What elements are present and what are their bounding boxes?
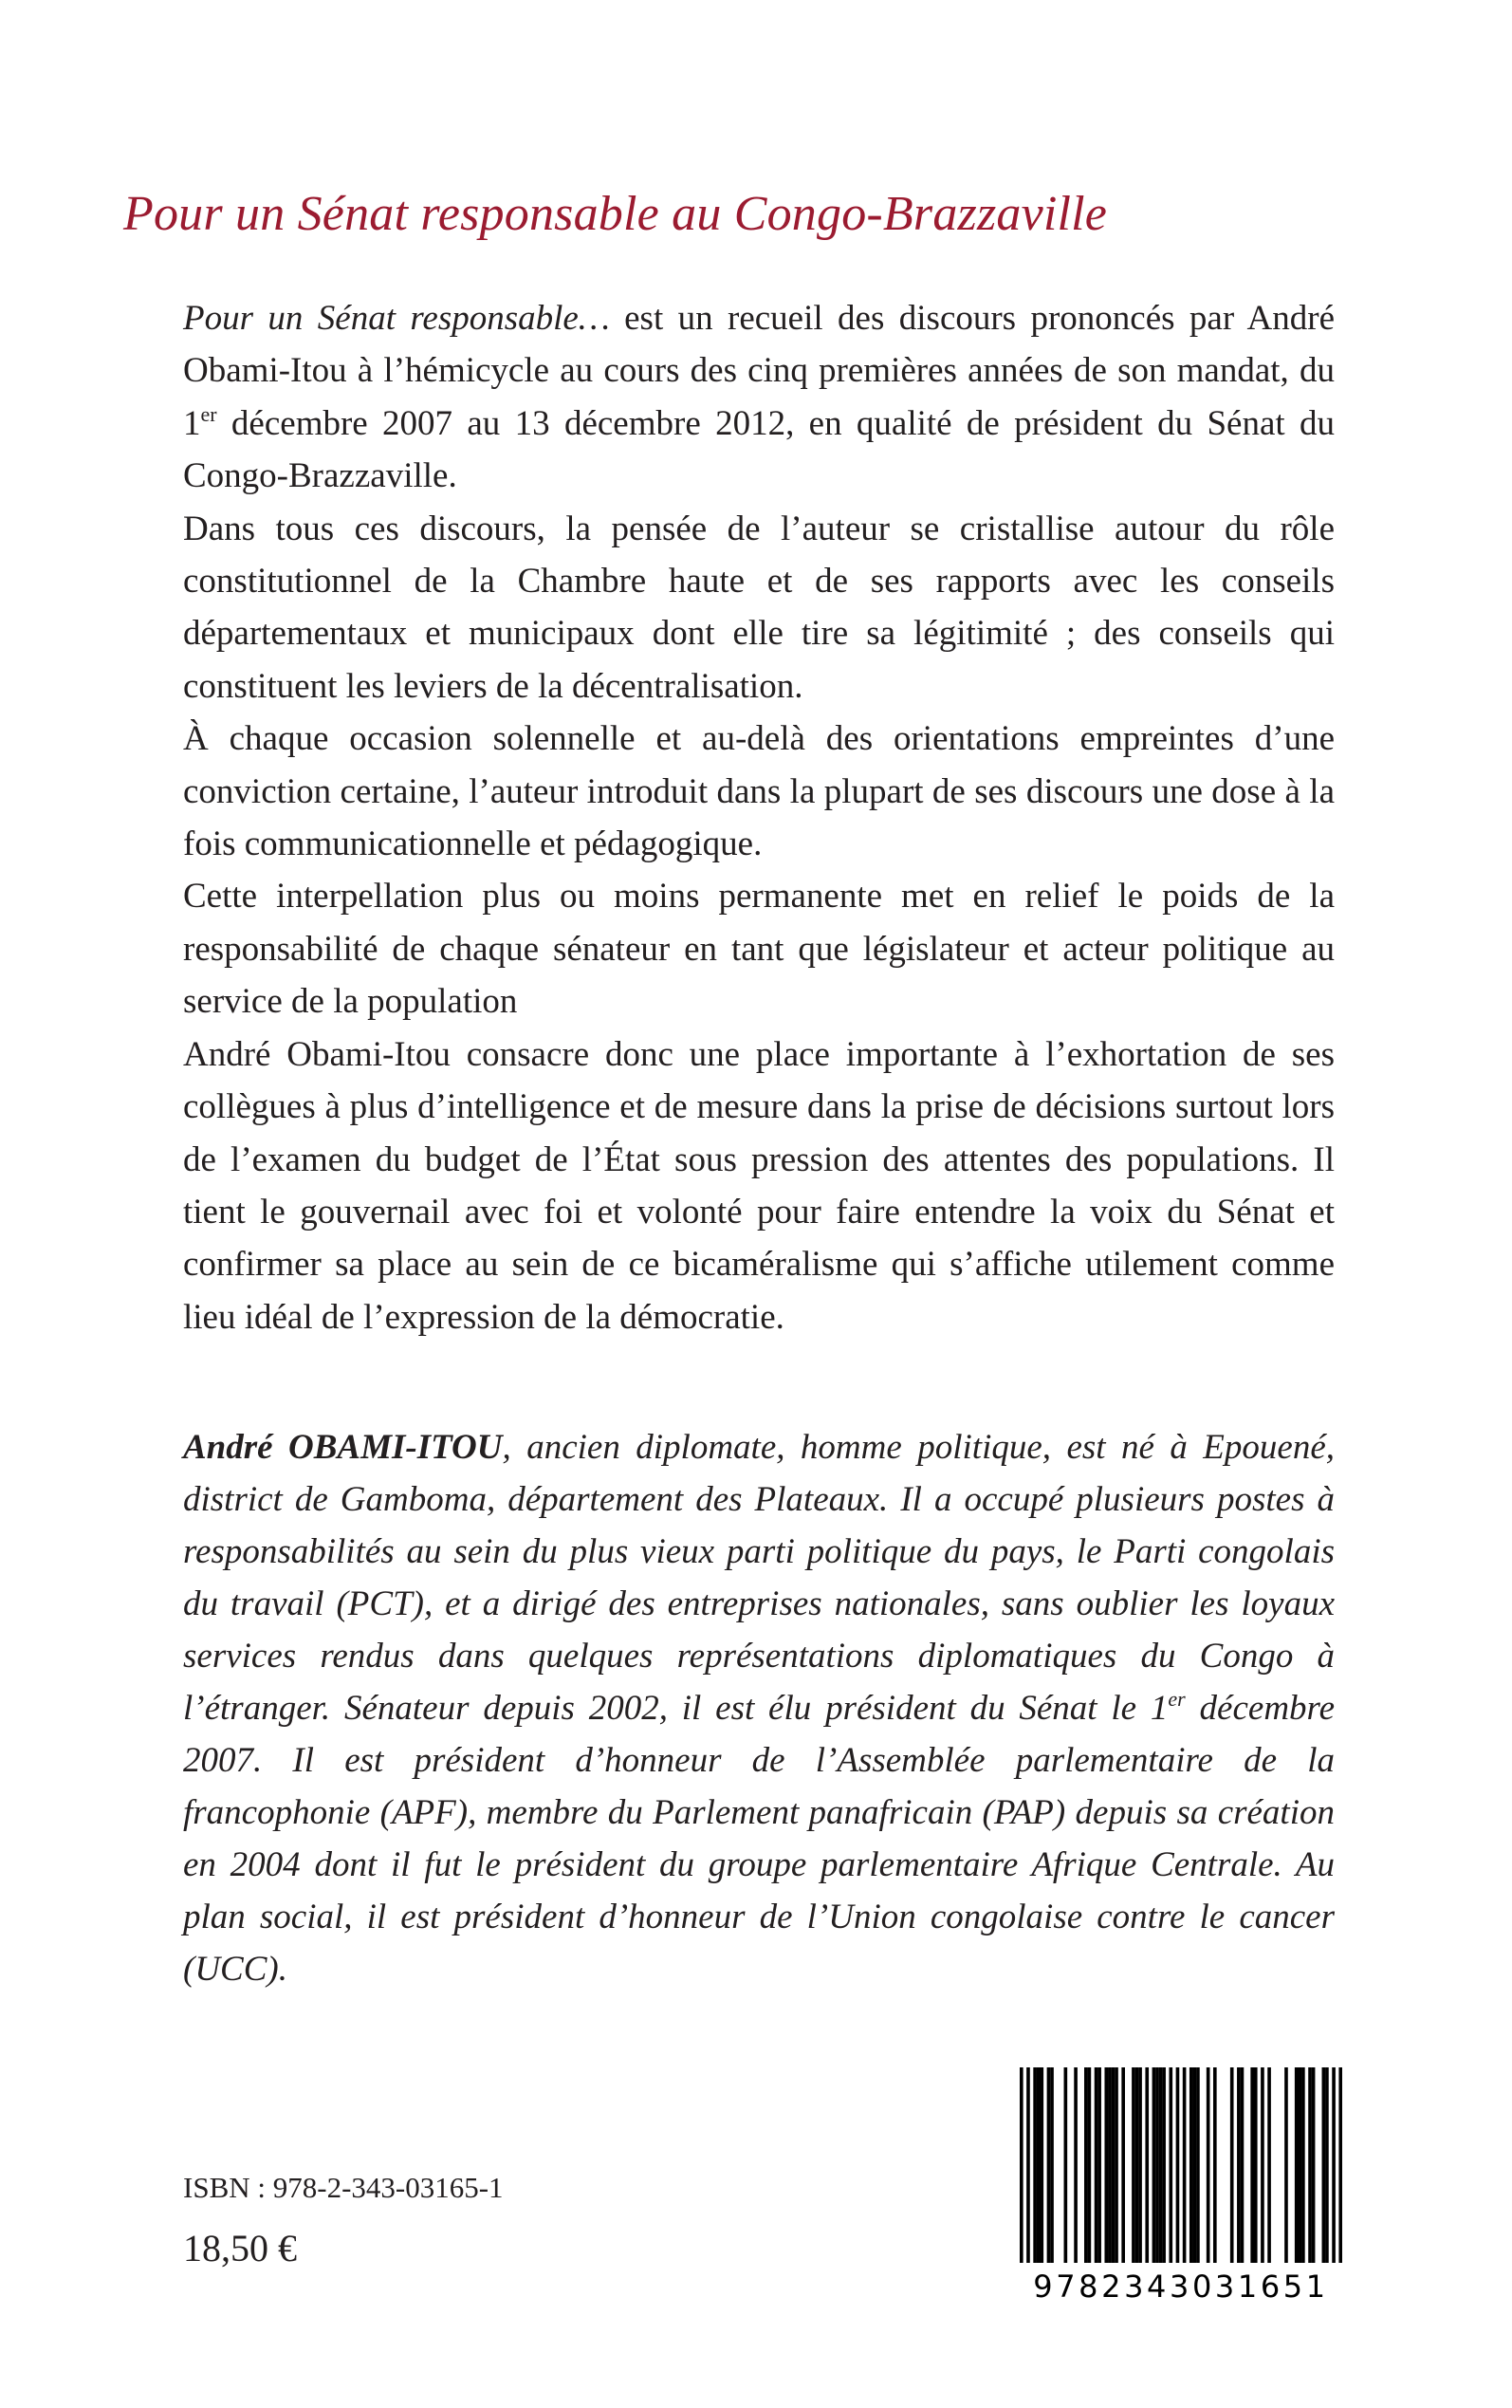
barcode-bar <box>1064 2067 1068 2263</box>
barcode-bar <box>1159 2067 1163 2263</box>
summary-paragraph-4: Cette interpellation plus ou moins permanente met en relief le poids de la responsabilité de chaque sénateur en tant que législateur et acteur politique au service de la population <box>183 877 1335 1022</box>
barcode-bar <box>1176 2067 1180 2263</box>
barcode-bar <box>1121 2067 1125 2263</box>
barcode-bar <box>1284 2067 1288 2263</box>
barcode-bar <box>1169 2067 1172 2263</box>
barcode-bar <box>1132 2067 1135 2263</box>
barcode-bar <box>1097 2067 1101 2263</box>
barcode-bar <box>1241 2067 1245 2263</box>
barcode-bar <box>1108 2067 1112 2263</box>
author-bio: André OBAMI-ITOU, ancien diplomate, homme politique, est né à Epouené, district de Gamboma, département des Plateaux. Il a occupé plusieurs postes à responsabilités au sein du plus vieux parti politique du pays, le Parti congolais du travail (PCT), et a dirigé des entreprises nationales, sans oublier les loyaux services rendus dans quelques représentations diplomatiques du Congo à l’étranger. Sénateur depuis 2002, il est élu président du Sénat le 1er décembre 2007. Il est président d’honneur de l’Assemblée parlementaire de la francophonie (APF), membre du Parlement panafricain (PAP) depuis sa création en 2004 dont il fut le président du groupe parlementaire Afrique Centrale. Au plan social, il est président d’honneur de l’Union congolaise contre le cancer (UCC). <box>183 1428 1336 1989</box>
barcode-bar <box>1237 2067 1241 2263</box>
barcode-bar <box>1325 2067 1329 2263</box>
summary-paragraph-1: Pour un Sénat responsable… est un recueil des discours prononcés par André Obami-Itou à l’hémicycle au cours des cinq premières années de son mandat, du 1er décembre 2007 au 13 décembre 2012, en qualité de président du Sénat du Congo-Brazzaville. <box>183 299 1335 496</box>
barcode-bar <box>1047 2067 1051 2263</box>
barcode-bar <box>1261 2067 1264 2263</box>
barcode-bar <box>1308 2067 1312 2263</box>
barcode-bar <box>1033 2067 1037 2263</box>
barcode-bar <box>1152 2067 1156 2263</box>
barcode-bar <box>1145 2067 1149 2263</box>
barcode-bar <box>1213 2067 1217 2263</box>
barcode-bar <box>1084 2067 1088 2263</box>
barcode-bar <box>1322 2067 1326 2263</box>
barcode-bars <box>1020 2067 1342 2269</box>
barcode-bar <box>1095 2067 1098 2263</box>
barcode-bar <box>1254 2067 1258 2263</box>
price: 18,50 € <box>183 2227 297 2269</box>
barcode-bar <box>1050 2067 1054 2263</box>
barcode-bar <box>1138 2067 1142 2263</box>
barcode-bar <box>1301 2067 1305 2263</box>
summary-paragraph-2: Dans tous ces discours, la pensée de l’auteur se cristallise autour du rôle constitutionnel de la Chambre haute et de ses rapports avec les conseils départementaux et municipaux dont elle tire sa légitimité ; des conseils qui constituent les leviers de la décentralisation. <box>183 509 1335 706</box>
barcode-bar <box>1295 2067 1299 2263</box>
barcode-bar <box>1183 2067 1187 2263</box>
barcode-bar <box>1020 2067 1023 2263</box>
barcode-bar <box>1088 2067 1092 2263</box>
barcode-bar <box>1104 2067 1108 2263</box>
author-name: André OBAMI-ITOU <box>183 1428 503 1467</box>
summary-title-reference: Pour un Sénat responsable… <box>183 299 610 338</box>
barcode-bar <box>1074 2067 1078 2263</box>
barcode-bar <box>1189 2067 1193 2263</box>
barcode-bar <box>1250 2067 1254 2263</box>
barcode-bar <box>1267 2067 1271 2263</box>
book-summary <box>183 292 1335 1343</box>
barcode-bar <box>1115 2067 1118 2263</box>
barcode-bar <box>1162 2067 1166 2263</box>
barcode-bar <box>1338 2067 1342 2263</box>
barcode <box>1020 2067 1342 2309</box>
barcode-bar <box>1332 2067 1336 2263</box>
barcode-bar <box>1196 2067 1200 2263</box>
barcode-bar <box>1230 2067 1234 2263</box>
barcode-bar <box>1037 2067 1041 2263</box>
book-title: Pour un Sénat responsable au Congo-Brazzaville <box>123 187 1108 241</box>
barcode-bar <box>1155 2067 1159 2263</box>
barcode-bar <box>1298 2067 1301 2263</box>
barcode-bar <box>1112 2067 1116 2263</box>
summary-paragraph-3: À chaque occasion solennelle et au-delà des orientations empreintes d’une conviction certaine, l’auteur introduit dans la plupart de ses discours une dose à la fois communicationnelle et pédagogique. <box>183 719 1335 864</box>
barcode-bar <box>1207 2067 1210 2263</box>
barcode-bar <box>1135 2067 1139 2263</box>
barcode-digits: 9782343031651 <box>1033 2269 1329 2305</box>
barcode-bar <box>1026 2067 1030 2263</box>
isbn: ISBN : 978-2-343-03165-1 <box>183 2171 504 2204</box>
summary-paragraph-5: André Obami-Itou consacre donc une place importante à l’exhortation de ses collègues à plus d’intelligence et de mesure dans la prise de décisions surtout lors de l’examen du budget de l’État sous pression des attentes des populations. Il tient le gouvernail avec foi et volonté pour faire entendre la voix du Sénat et confirmer sa place au sein de ce bicaméralisme qui s’affiche utilement comme lieu idéal de l’expression de la démocratie. <box>183 1034 1335 1337</box>
barcode-bar <box>1312 2067 1316 2263</box>
barcode-bar <box>1193 2067 1197 2263</box>
barcode-bar <box>1040 2067 1043 2263</box>
